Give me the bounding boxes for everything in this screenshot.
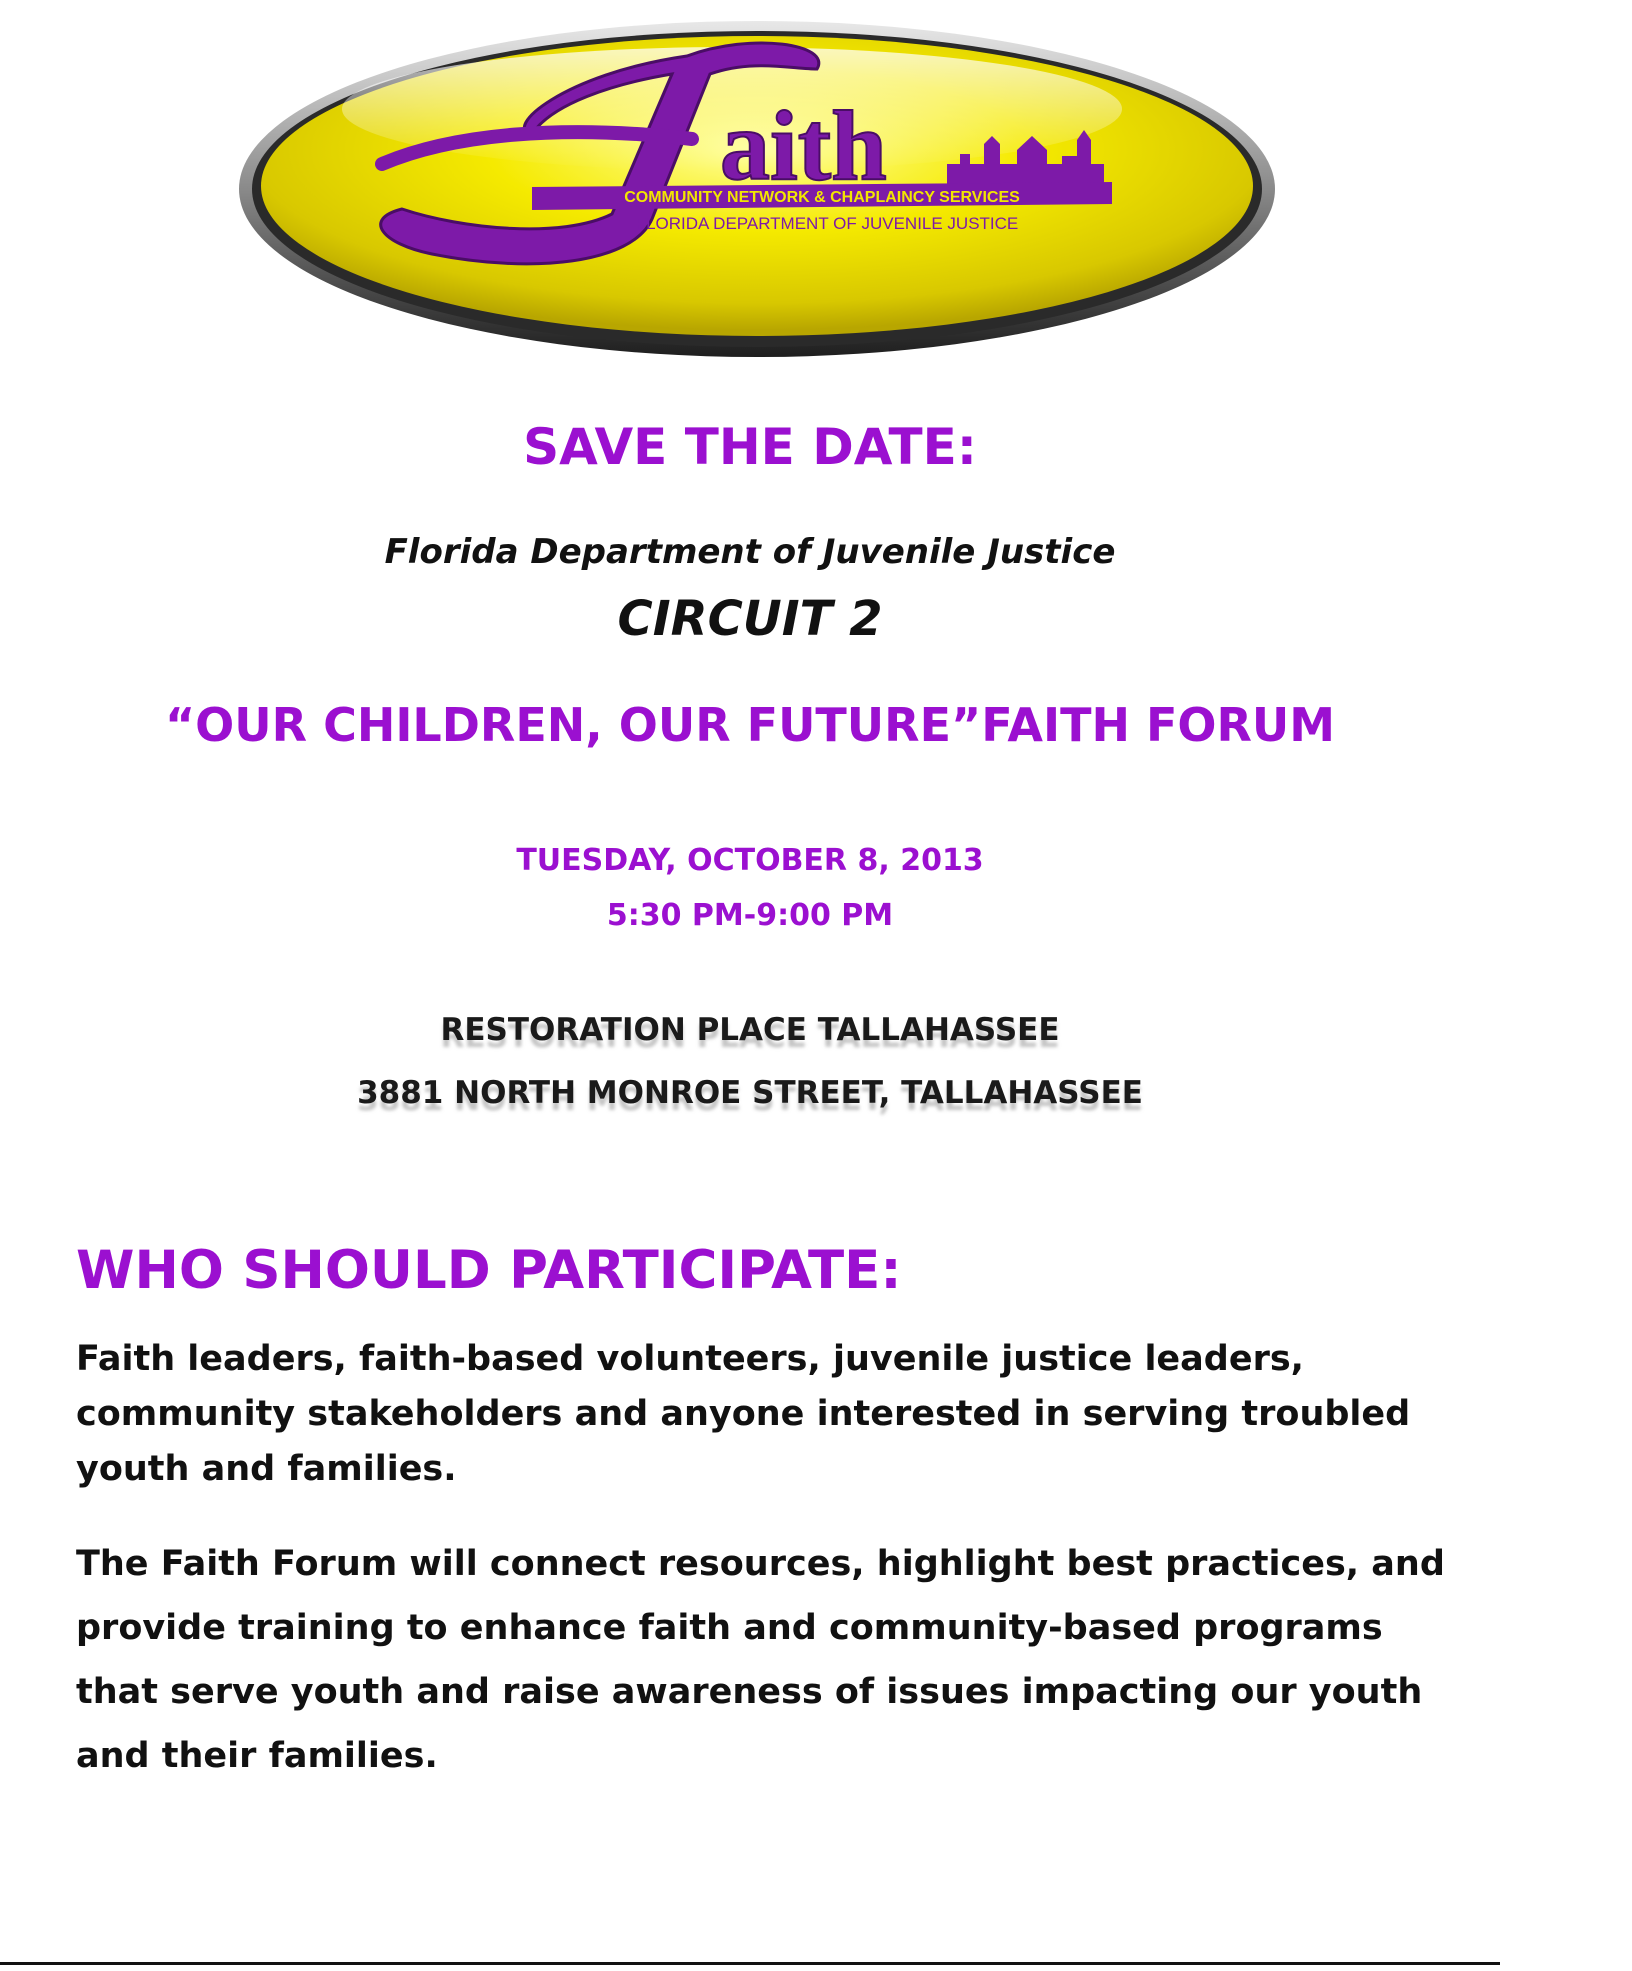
- event-date: TUESDAY, OCTOBER 8, 2013: [516, 843, 984, 878]
- event-venue: RESTORATION PLACE TALLAHASSEE: [440, 1012, 1060, 1048]
- logo-band-text: COMMUNITY NETWORK & CHAPLAINCY SERVICES: [624, 189, 1020, 206]
- save-the-date-heading: SAVE THE DATE:: [523, 418, 977, 476]
- logo-name-word: aith: [720, 90, 887, 201]
- bottom-divider: [0, 1962, 1500, 1965]
- event-time: 5:30 PM-9:00 PM: [606, 898, 894, 933]
- faith-logo: [232, 14, 1282, 369]
- circuit-label: CIRCUIT 2: [617, 591, 883, 647]
- who-should-participate-heading: WHO SHOULD PARTICIPATE:: [76, 1240, 902, 1301]
- forum-title: “OUR CHILDREN, OUR FUTURE”FAITH FORUM: [164, 698, 1336, 752]
- forum-description-paragraph: The Faith Forum will connect resources, highlight best practices, and provide training to enhance faith and community-based programs that serve youth and raise awareness of issues impacting our youth and their families.: [76, 1544, 1445, 1776]
- department-name: Florida Department of Juvenile Justice: [384, 532, 1116, 572]
- participants-paragraph: Faith leaders, faith-based volunteers, juvenile justice leaders, community stakeholders and anyone interested in serving troubled youth and families.: [76, 1339, 1411, 1489]
- logo-subtitle: FLORIDA DEPARTMENT OF JUVENILE JUSTICE: [635, 214, 1019, 233]
- event-address: 3881 NORTH MONROE STREET, TALLAHASSEE: [357, 1075, 1143, 1111]
